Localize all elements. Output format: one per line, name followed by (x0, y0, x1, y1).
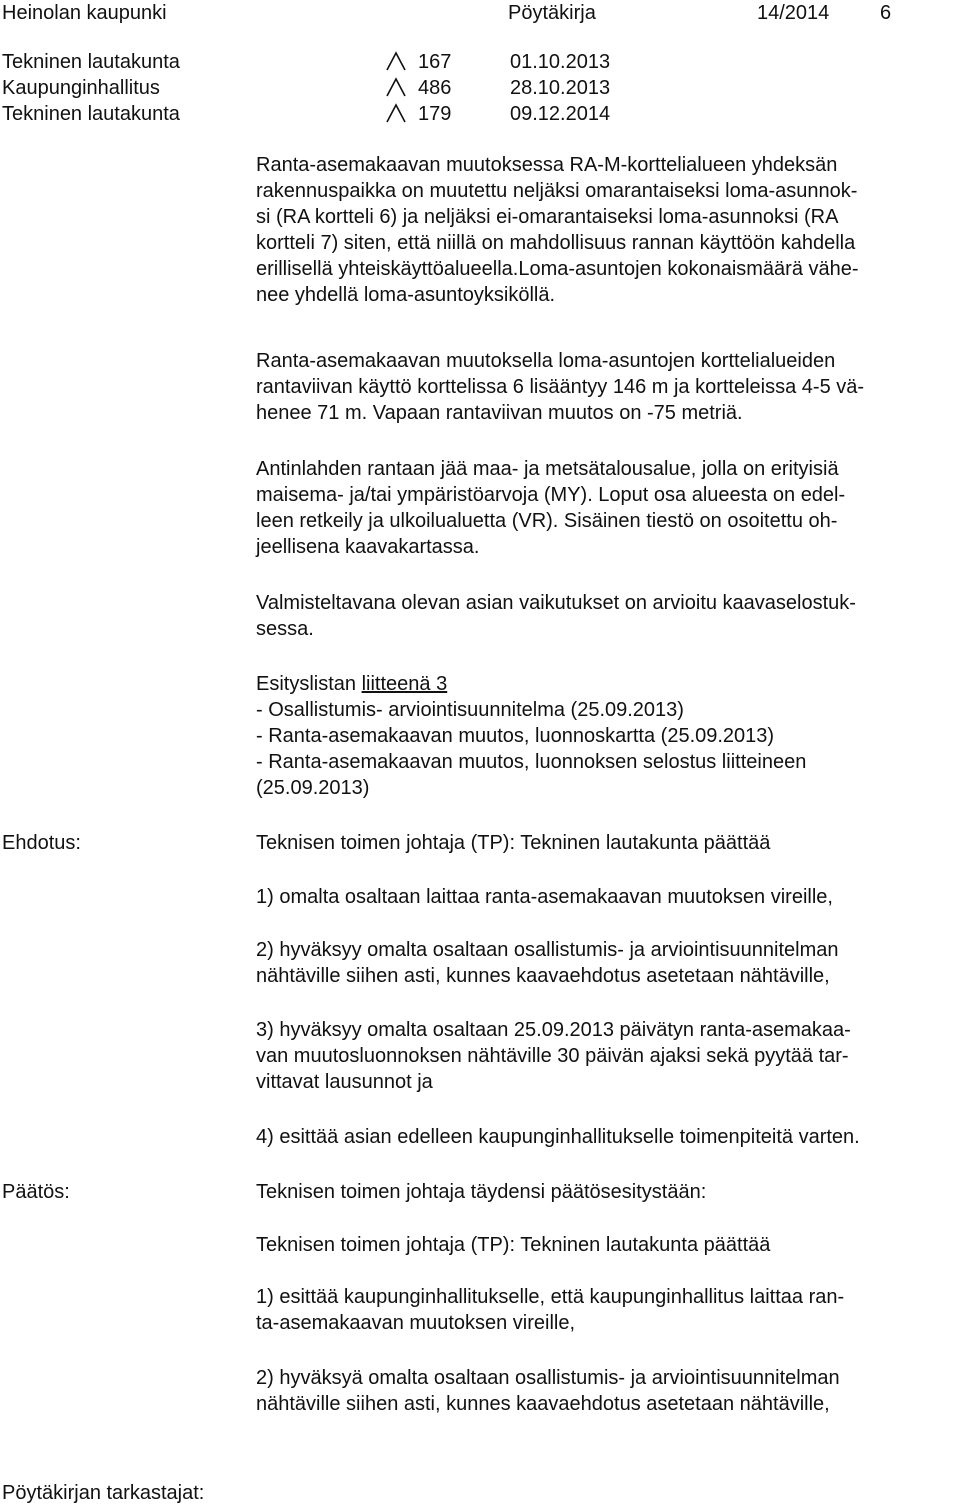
reference-body: Tekninen lautakunta (2, 103, 180, 125)
reference-section: 167 (418, 51, 452, 73)
reference-date: 09.12.2014 (510, 103, 611, 125)
proposal-item-2: 2) hyväksyy omalta osaltaan osallistumis- ja arviointisuunnitelman nähtäville siihen asti, kunnes kaavaehdotus asetetaan nähtäville, (256, 939, 839, 987)
protocol-number: 14/2014 (757, 2, 830, 24)
reference-body: Tekninen lautakunta (2, 51, 180, 73)
attachments-intro: Esityslistan (256, 673, 362, 695)
proposal-lead: Teknisen toimen johtaja (TP): Tekninen lautakunta päättää (256, 832, 771, 854)
proposal-label: Ehdotus: (2, 832, 81, 854)
proposal-item-4: 4) esittää asian edelleen kaupunginhallitukselle toimenpiteitä varten. (256, 1126, 860, 1148)
proposal-item-3: 3) hyväksyy omalta osaltaan 25.09.2013 päivätyn ranta-asemakaa- van muutosluonnoksen nähtäville 30 päivän ajaksi sekä pyytää tar- vittavat lausunnot ja (256, 1019, 851, 1093)
paragraph-plot-changes: Ranta-asemakaavan muutoksessa RA-M-korttelialueen yhdeksän rakennuspaikka on muutettu neljäksi omarantaiseksi loma-asunnok- si (RA kortteli 6) ja neljäksi ei-omarantaiseksi loma-asunnoksi (RA kortteli 7) siten, että niillä on mahdollisuus rannan käyttöön kahdella erillisellä yhteiskäyttöalueella.Loma-asuntojen kokonaismäärä vähe- nee yhdellä loma-asuntoyksiköllä. (256, 154, 859, 306)
reference-date: 28.10.2013 (510, 77, 611, 99)
attachment-item: - Ranta-asemakaavan muutos, luonnoksen selostus liitteineen (256, 751, 807, 773)
attachment-link[interactable]: liitteenä 3 (361, 673, 448, 695)
paragraph-land-use: Antinlahden rantaan jää maa- ja metsätalousalue, jolla on erityisiä maisema- ja/tai ympäristöarvoja (MY). Loput osa alueesta on edel- leen retkeily ja ulkoilualuetta (VR). Sisäinen tiestö on osoitettu oh- jeellisena kaavakartassa. (256, 458, 846, 558)
reference-body: Kaupunginhallitus (2, 77, 160, 99)
reference-section: 486 (418, 77, 452, 99)
decision-intro: Teknisen toimen johtaja täydensi päätösesitystään: (256, 1181, 707, 1203)
decision-item-1: 1) esittää kaupunginhallitukselle, että kaupunginhallitus laittaa ran- ta-asemakaavan muutoksen vireille, (256, 1286, 845, 1334)
paragraph-shoreline: Ranta-asemakaavan muutoksella loma-asuntojen korttelialueiden rantaviivan käyttö korttelissa 6 lisääntyy 146 m ja kortteleissa 4-5 vä- henee 71 m. Vapaan rantaviivan muutos on -75 metriä. (256, 350, 865, 424)
attachment-item: (25.09.2013) (256, 777, 370, 799)
page-number: 6 (880, 2, 892, 24)
document-type: Pöytäkirja (508, 2, 596, 24)
section-sign-icon (386, 75, 406, 101)
decision-lead: Teknisen toimen johtaja (TP): Tekninen lautakunta päättää (256, 1234, 771, 1256)
proposal-item-1: 1) omalta osaltaan laittaa ranta-asemakaavan muutoksen vireille, (256, 886, 833, 908)
reviewers-label: Pöytäkirjan tarkastajat: (2, 1482, 205, 1504)
decision-item-2: 2) hyväksyä omalta osaltaan osallistumis- ja arviointisuunnitelman nähtäville siihen asti, kunnes kaavaehdotus asetetaan nähtäville, (256, 1367, 840, 1415)
attachment-item: - Osallistumis- arviointisuunnitelma (25.09.2013) (256, 699, 684, 721)
section-sign-icon (386, 101, 406, 127)
reference-section: 179 (418, 103, 452, 125)
section-sign-icon (386, 49, 406, 75)
organization-name: Heinolan kaupunki (2, 2, 167, 24)
attachment-item: - Ranta-asemakaavan muutos, luonnoskartta (25.09.2013) (256, 725, 775, 747)
decision-label: Päätös: (2, 1181, 70, 1203)
paragraph-impacts: Valmisteltavana olevan asian vaikutukset on arvioitu kaavaselostuk- sessa. (256, 592, 856, 640)
attachments-list (256, 671, 956, 801)
reference-date: 01.10.2013 (510, 51, 611, 73)
